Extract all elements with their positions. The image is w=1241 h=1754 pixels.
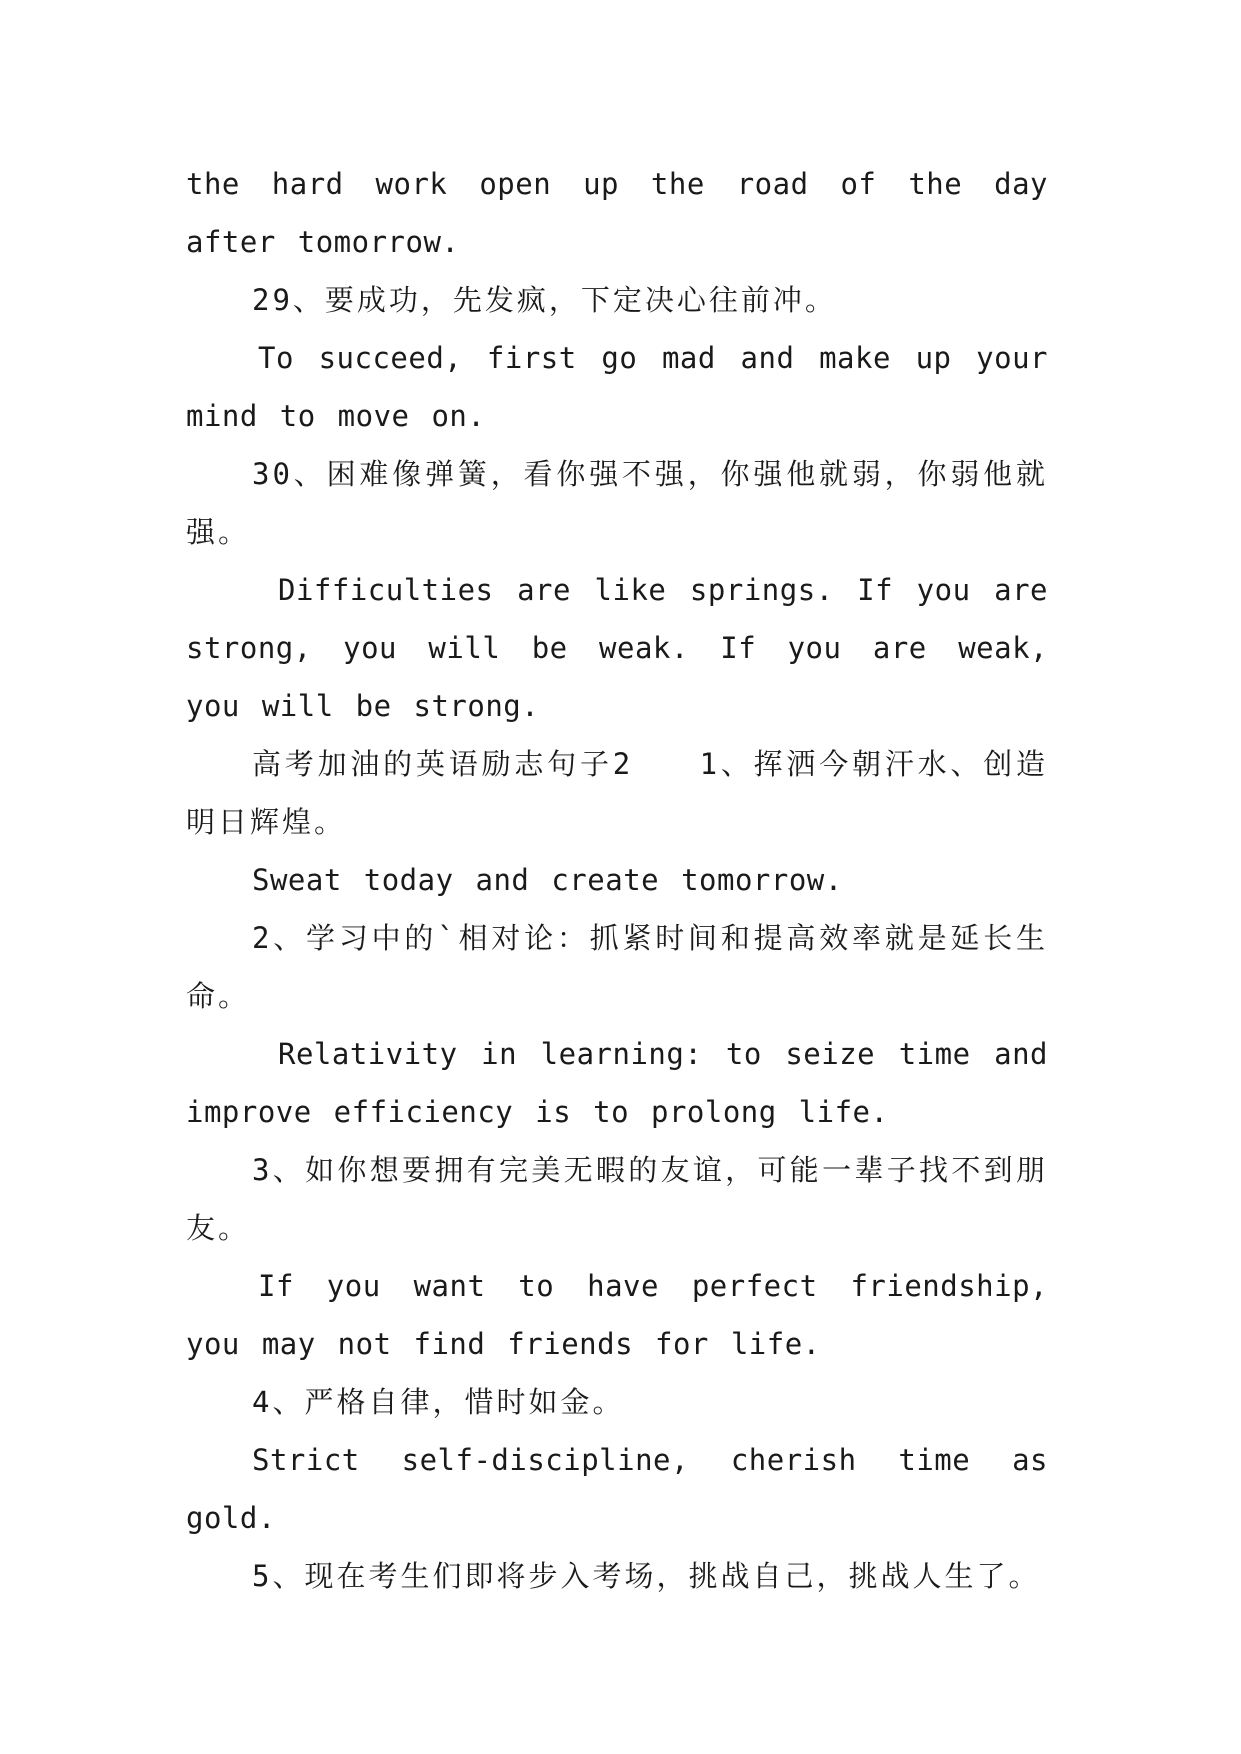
paragraph-chinese-29: 29、要成功，先发疯，下定决心往前冲。 [252,283,837,317]
paragraph-english-item-2: Relativity in learning: to seize time and improve efficiency is to prolong life. [186,1037,1048,1129]
paragraph-english-29: To succeed, first go mad and make up your mind to move on. [186,341,1048,433]
paragraph-english-item-4: Strict self-discipline, cherish time as gold. [186,1443,1048,1535]
paragraph-english-item-1: Sweat today and create tomorrow. [252,863,843,897]
document-page [186,155,1048,1605]
paragraph-chinese-30: 30、困难像弹簧，看你强不强，你强他就弱，你弱他就强。 [186,457,1048,549]
paragraph-english-item-3: If you want to have perfect friendship, you may not find friends for life. [186,1269,1048,1361]
paragraph-english-30: Difficulties are like springs. If you are strong, you will be weak. If you are weak, you will be strong. [186,573,1048,723]
paragraph-english-1: the hard work open up the road of the day after tomorrow. [186,167,1048,259]
section-heading-2-item-1: 高考加油的英语励志句子2 1、挥洒今朝汗水、创造明日辉煌。 [186,747,1048,839]
paragraph-chinese-item-4: 4、严格自律，惜时如金。 [252,1385,625,1419]
paragraph-chinese-item-3: 3、如你想要拥有完美无暇的友谊，可能一辈子找不到朋友。 [186,1153,1048,1245]
paragraph-chinese-item-5: 5、现在考生们即将步入考场，挑战自己，挑战人生了。 [252,1559,1041,1593]
paragraph-chinese-item-2: 2、学习中的`相对论：抓紧时间和提高效率就是延长生命。 [186,921,1048,1013]
